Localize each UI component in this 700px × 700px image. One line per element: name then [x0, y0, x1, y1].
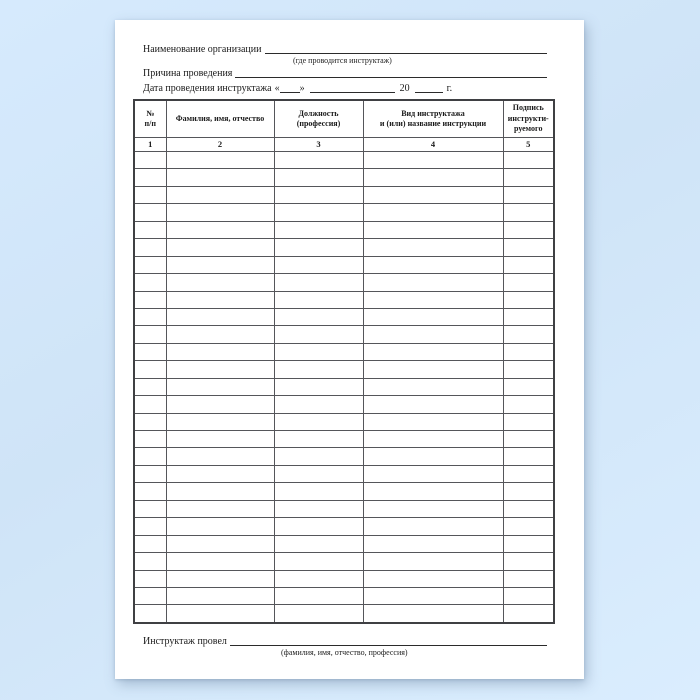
table-body: [134, 152, 554, 623]
table-row: [134, 186, 554, 203]
conducted-by-caption: (фамилия, имя, отчество, профессия): [281, 647, 408, 657]
empty-cell: [363, 169, 503, 186]
empty-cell: [134, 553, 166, 570]
empty-cell: [134, 500, 166, 517]
empty-cell: [274, 186, 363, 203]
empty-cell: [503, 396, 554, 413]
empty-cell: [134, 169, 166, 186]
table-row: [134, 274, 554, 291]
empty-cell: [134, 483, 166, 500]
empty-cell: [503, 221, 554, 238]
empty-cell: [503, 343, 554, 360]
empty-cell: [274, 343, 363, 360]
empty-cell: [274, 448, 363, 465]
empty-cell: [134, 535, 166, 552]
empty-cell: [503, 553, 554, 570]
table-row: [134, 448, 554, 465]
empty-cell: [166, 605, 274, 623]
empty-cell: [363, 343, 503, 360]
empty-cell: [166, 326, 274, 343]
empty-cell: [363, 413, 503, 430]
empty-cell: [363, 221, 503, 238]
date-month-blank: [310, 92, 395, 93]
empty-cell: [503, 204, 554, 221]
empty-cell: [166, 291, 274, 308]
empty-cell: [166, 431, 274, 448]
empty-cell: [166, 500, 274, 517]
empty-cell: [503, 605, 554, 623]
table-head: [134, 100, 554, 152]
empty-cell: [274, 605, 363, 623]
empty-cell: [363, 465, 503, 482]
empty-cell: [166, 448, 274, 465]
empty-cell: [166, 553, 274, 570]
conducted-by-blank-line: [230, 645, 547, 646]
empty-cell: [274, 308, 363, 325]
empty-cell: [166, 186, 274, 203]
empty-cell: [134, 204, 166, 221]
empty-cell: [274, 326, 363, 343]
table-row: [134, 465, 554, 482]
column-number-2: 2: [166, 138, 274, 152]
empty-cell: [134, 239, 166, 256]
empty-cell: [274, 553, 363, 570]
empty-cell: [134, 396, 166, 413]
table-row: [134, 221, 554, 238]
table-row: [134, 587, 554, 604]
empty-cell: [503, 326, 554, 343]
org-name-row: [143, 44, 547, 55]
document-paper: [115, 20, 584, 679]
column-number-row: [134, 138, 554, 152]
empty-cell: [363, 483, 503, 500]
empty-cell: [363, 535, 503, 552]
empty-cell: [134, 605, 166, 623]
empty-cell: [363, 186, 503, 203]
column-header-2: Фамилия, имя, отчество: [166, 100, 274, 138]
table-row: [134, 256, 554, 273]
empty-cell: [503, 256, 554, 273]
column-header-1: № п/п: [134, 100, 166, 138]
conducted-by-label: Инструктаж провел: [143, 635, 227, 647]
empty-cell: [134, 448, 166, 465]
date-label: Дата проведения инструктажа: [143, 83, 272, 94]
empty-cell: [274, 483, 363, 500]
empty-cell: [503, 431, 554, 448]
empty-cell: [363, 518, 503, 535]
empty-cell: [166, 361, 274, 378]
empty-cell: [363, 553, 503, 570]
empty-cell: [363, 378, 503, 395]
empty-cell: [166, 169, 274, 186]
empty-cell: [363, 152, 503, 169]
table-row: [134, 396, 554, 413]
empty-cell: [166, 396, 274, 413]
empty-cell: [274, 431, 363, 448]
empty-cell: [166, 570, 274, 587]
empty-cell: [166, 256, 274, 273]
reason-label: Причина проведения: [143, 68, 233, 79]
empty-cell: [166, 483, 274, 500]
table-row: [134, 343, 554, 360]
table-row: [134, 326, 554, 343]
empty-cell: [274, 169, 363, 186]
empty-cell: [363, 605, 503, 623]
empty-cell: [274, 239, 363, 256]
empty-cell: [134, 518, 166, 535]
date-open-quote: «: [274, 83, 280, 94]
empty-cell: [134, 186, 166, 203]
empty-cell: [503, 239, 554, 256]
empty-cell: [363, 239, 503, 256]
instruction-log-table: [133, 99, 555, 624]
empty-cell: [274, 396, 363, 413]
empty-cell: [363, 448, 503, 465]
empty-cell: [503, 169, 554, 186]
table-row: [134, 204, 554, 221]
empty-cell: [134, 326, 166, 343]
empty-cell: [166, 204, 274, 221]
empty-cell: [134, 291, 166, 308]
empty-cell: [134, 256, 166, 273]
empty-cell: [363, 274, 503, 291]
empty-cell: [503, 448, 554, 465]
table-row: [134, 518, 554, 535]
empty-cell: [363, 587, 503, 604]
empty-cell: [363, 256, 503, 273]
date-day-blank: [280, 92, 300, 93]
conducted-by-row: [143, 636, 547, 647]
empty-cell: [166, 465, 274, 482]
empty-cell: [166, 343, 274, 360]
table-row: [134, 378, 554, 395]
empty-cell: [503, 274, 554, 291]
empty-cell: [503, 152, 554, 169]
empty-cell: [166, 308, 274, 325]
empty-cell: [274, 518, 363, 535]
empty-cell: [134, 221, 166, 238]
empty-cell: [166, 274, 274, 291]
table-row: [134, 413, 554, 430]
table-row: [134, 605, 554, 623]
date-row: [143, 83, 547, 94]
empty-cell: [274, 256, 363, 273]
empty-cell: [274, 378, 363, 395]
empty-cell: [134, 274, 166, 291]
table-row: [134, 308, 554, 325]
empty-cell: [363, 570, 503, 587]
empty-cell: [363, 204, 503, 221]
empty-cell: [274, 291, 363, 308]
table-row: [134, 169, 554, 186]
empty-cell: [134, 465, 166, 482]
date-year-blank: [415, 92, 443, 93]
empty-cell: [503, 465, 554, 482]
empty-cell: [503, 483, 554, 500]
empty-cell: [274, 221, 363, 238]
column-number-1: 1: [134, 138, 166, 152]
empty-cell: [503, 587, 554, 604]
empty-cell: [274, 465, 363, 482]
empty-cell: [134, 431, 166, 448]
column-header-4: Вид инструктажа и (или) название инструкции: [363, 100, 503, 138]
table-row: [134, 431, 554, 448]
empty-cell: [274, 204, 363, 221]
empty-cell: [274, 570, 363, 587]
empty-cell: [166, 535, 274, 552]
empty-cell: [363, 431, 503, 448]
empty-cell: [274, 361, 363, 378]
empty-cell: [503, 500, 554, 517]
empty-cell: [363, 291, 503, 308]
reason-blank-line: [235, 77, 547, 78]
empty-cell: [166, 152, 274, 169]
empty-cell: [503, 361, 554, 378]
empty-cell: [134, 587, 166, 604]
empty-cell: [363, 308, 503, 325]
column-number-5: 5: [503, 138, 554, 152]
empty-cell: [134, 570, 166, 587]
table-row: [134, 152, 554, 169]
table-row: [134, 483, 554, 500]
empty-cell: [274, 500, 363, 517]
empty-cell: [503, 291, 554, 308]
column-number-3: 3: [274, 138, 363, 152]
empty-cell: [503, 308, 554, 325]
empty-cell: [134, 308, 166, 325]
org-name-blank-line: [265, 53, 548, 54]
empty-cell: [503, 378, 554, 395]
column-number-4: 4: [363, 138, 503, 152]
empty-cell: [503, 186, 554, 203]
empty-cell: [363, 326, 503, 343]
table-row: [134, 500, 554, 517]
empty-cell: [274, 587, 363, 604]
table-row: [134, 535, 554, 552]
empty-cell: [274, 274, 363, 291]
empty-cell: [166, 221, 274, 238]
empty-cell: [134, 343, 166, 360]
empty-cell: [503, 570, 554, 587]
table-row: [134, 570, 554, 587]
empty-cell: [166, 378, 274, 395]
table-header-row: [134, 100, 554, 138]
table-row: [134, 553, 554, 570]
date-close-quote: »: [299, 83, 305, 94]
date-year-prefix: 20: [399, 83, 410, 94]
table-row: [134, 239, 554, 256]
empty-cell: [363, 396, 503, 413]
empty-cell: [134, 378, 166, 395]
empty-cell: [166, 413, 274, 430]
empty-cell: [503, 535, 554, 552]
empty-cell: [503, 413, 554, 430]
table-row: [134, 291, 554, 308]
empty-cell: [134, 361, 166, 378]
org-name-label: Наименование организации: [143, 44, 262, 55]
table-row: [134, 361, 554, 378]
empty-cell: [503, 518, 554, 535]
reason-row: [143, 68, 547, 79]
empty-cell: [134, 152, 166, 169]
date-year-suffix: г.: [446, 83, 453, 94]
empty-cell: [274, 535, 363, 552]
empty-cell: [166, 587, 274, 604]
empty-cell: [166, 518, 274, 535]
column-header-3: Должность (профессия): [274, 100, 363, 138]
empty-cell: [274, 413, 363, 430]
empty-cell: [134, 413, 166, 430]
org-name-caption: (где проводится инструктаж): [293, 56, 392, 65]
empty-cell: [166, 239, 274, 256]
empty-cell: [274, 152, 363, 169]
empty-cell: [363, 361, 503, 378]
empty-cell: [363, 500, 503, 517]
column-header-5: Подпись инструкти- руемого: [503, 100, 554, 138]
